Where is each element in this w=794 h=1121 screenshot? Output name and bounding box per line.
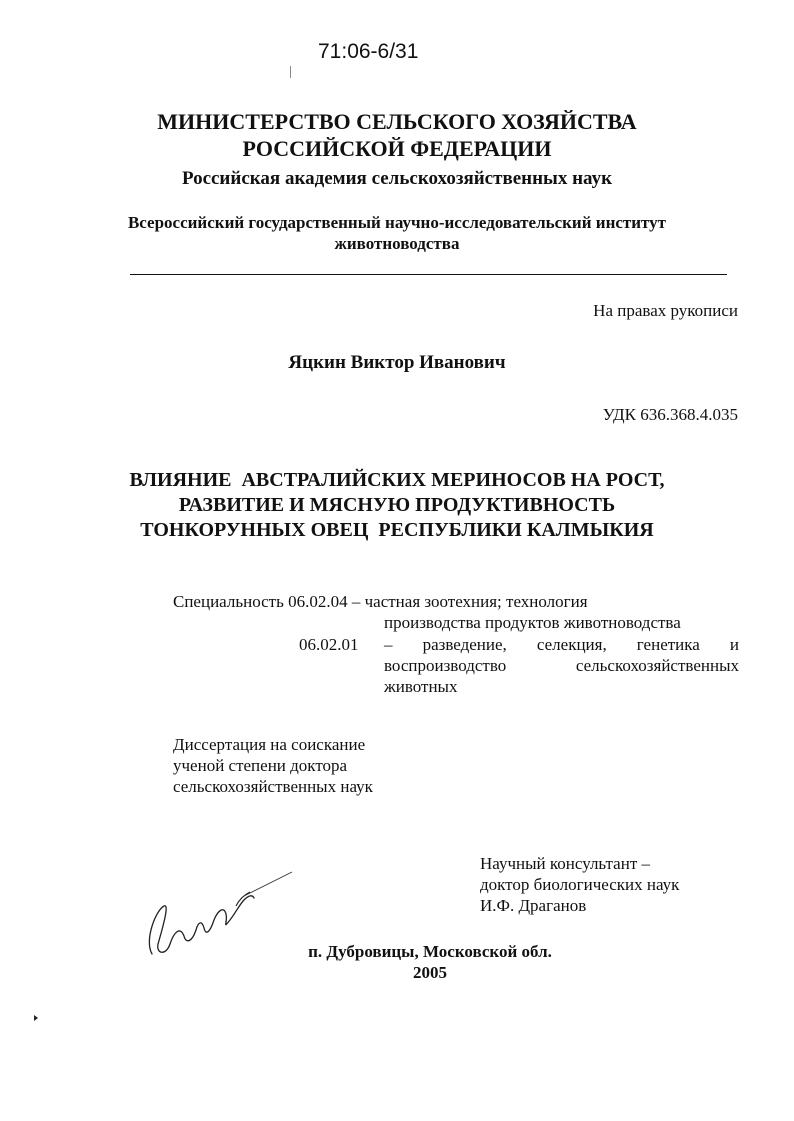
udc-code: УДК 636.368.4.035 [602,405,738,424]
title-line-1: ВЛИЯНИЕ АВСТРАЛИЙСКИХ МЕРИНОСОВ НА РОСТ, [129,469,665,491]
scan-mark [33,1015,39,1021]
specialty-line-1: Специальность 06.02.04 – частная зоотехния; технология [173,592,588,611]
degree-line-1: Диссертация на соискание [173,735,366,754]
degree-line-3: сельскохозяйственных наук [173,777,373,796]
year: 2005 [413,963,447,982]
academy-name: Российская академия сельскохозяйственных наук [181,168,613,189]
ministry-line-2: РОССИЙСКОЙ ФЕДЕРАЦИИ [242,136,552,161]
ministry-line-1: МИНИСТЕРСТВО СЕЛЬСКОГО ХОЗЯЙСТВА [157,109,637,134]
scan-mark [290,66,291,78]
degree-line-2: ученой степени доктора [173,756,348,775]
place: п. Дубровицы, Московской обл. [308,942,552,961]
consultant-line-2: доктор биологических наук [480,875,680,894]
scientific-consultant [480,853,679,916]
specialty-line-1-continued: производства продуктов животноводства [384,613,681,632]
author-name: Яцкин Виктор Иванович [288,352,506,373]
title-line-2: РАЗВИТИЕ И МЯСНУЮ ПРОДУКТИВНОСТЬ [178,494,616,516]
institute-name [0,212,794,254]
title-line-3: ТОНКОРУННЫХ ОВЕЦ РЕСПУБЛИКИ КАЛМЫКИЯ [140,519,654,541]
place-and-year [270,941,590,983]
dissertation-degree [173,734,373,797]
header-divider [130,274,727,275]
ministry-heading [0,108,794,162]
consultant-line-3: И.Ф. Драганов [480,896,587,915]
specialty-text-2: – разведение, селекция, генетика и воспроизводство сельскохозяйственных животных [384,635,739,696]
institute-line-2: животноводства [334,234,460,253]
specialty-code-2: 06.02.01 [299,635,359,654]
manuscript-rights: На правах рукописи [593,301,738,320]
consultant-line-1: Научный консультант – [480,854,650,873]
archive-number: 71:06-6/31 [318,40,419,63]
institute-line-1: Всероссийский государственный научно-исследовательский институт [127,213,667,232]
dissertation-title [0,468,794,543]
